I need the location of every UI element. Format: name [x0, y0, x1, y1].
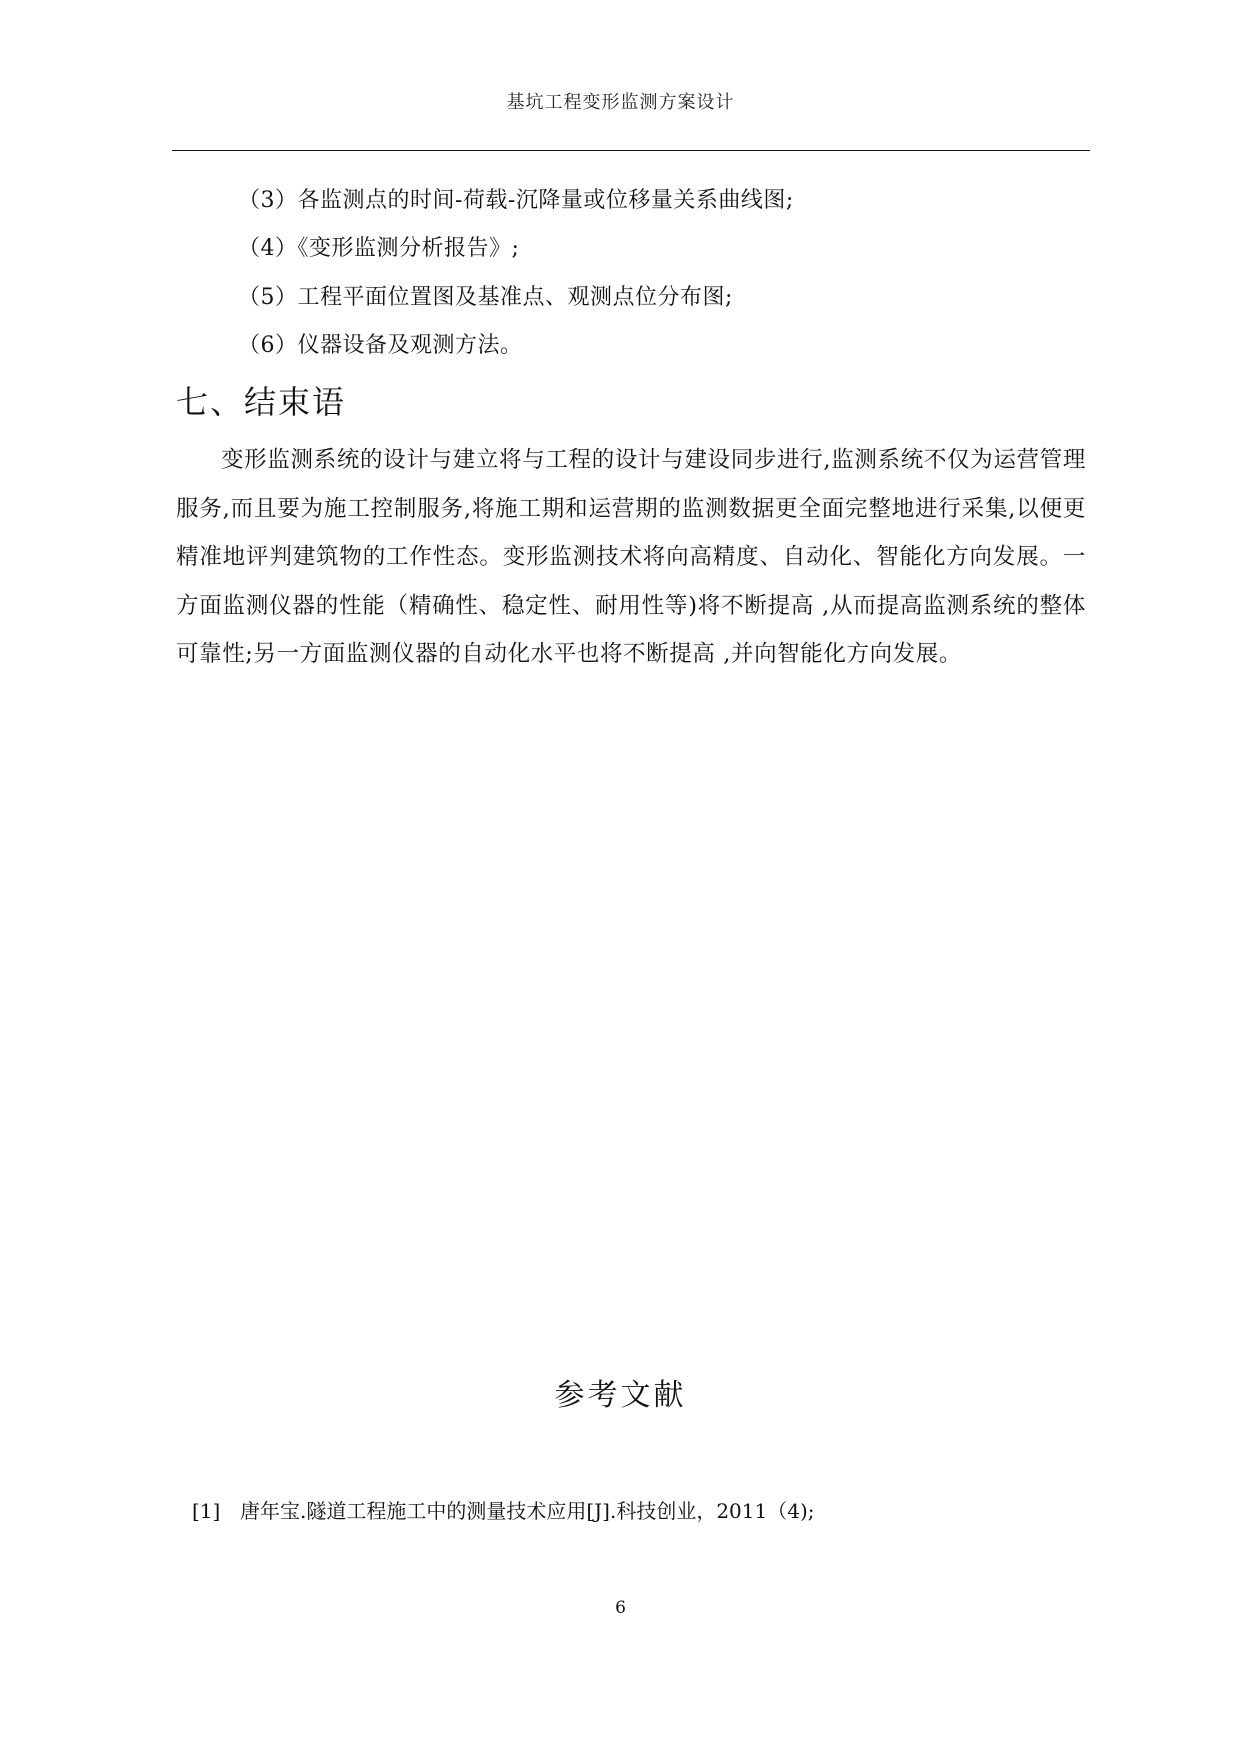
reference-text: 唐年宝.隧道工程施工中的测量技术应用[J].科技创业，2011（4);	[240, 1499, 815, 1523]
reference-number: [1]	[192, 1499, 221, 1523]
list-item: （5）工程平面位置图及基准点、观测点位分布图;	[238, 285, 733, 310]
references-heading: 参考文献	[554, 1378, 687, 1413]
list-item: （4）《变形监测分析报告》;	[238, 236, 520, 261]
header-divider	[172, 150, 1090, 151]
page-number: 6	[615, 1598, 626, 1618]
page-header-title: 基坑工程变形监测方案设计	[506, 92, 735, 113]
section-heading: 七、结束语	[176, 383, 347, 421]
list-item: （6）仪器设备及观测方法。	[238, 333, 523, 358]
reference-item	[192, 1496, 815, 1526]
list-item: （3）各监测点的时间-荷载-沉降量或位移量关系曲线图;	[238, 188, 794, 213]
body-paragraph: 变形监测系统的设计与建立将与工程的设计与建设同步进行,监测系统不仅为运营管理服务,而且要为施工控制服务,将施工期和运营期的监测数据更全面完整地进行采集,以便更精准地评判建筑物的工作性态。变形监测技术将向高精度、自动化、智能化方向发展。一方面监测仪器的性能（精确性、稳定性、耐用性等)将不断提高 ,从而提高监测系统的整体可靠性;另一方面监测仪器的自动化水平也将不断提高 ,并向智能化方向发展。	[176, 447, 1086, 667]
